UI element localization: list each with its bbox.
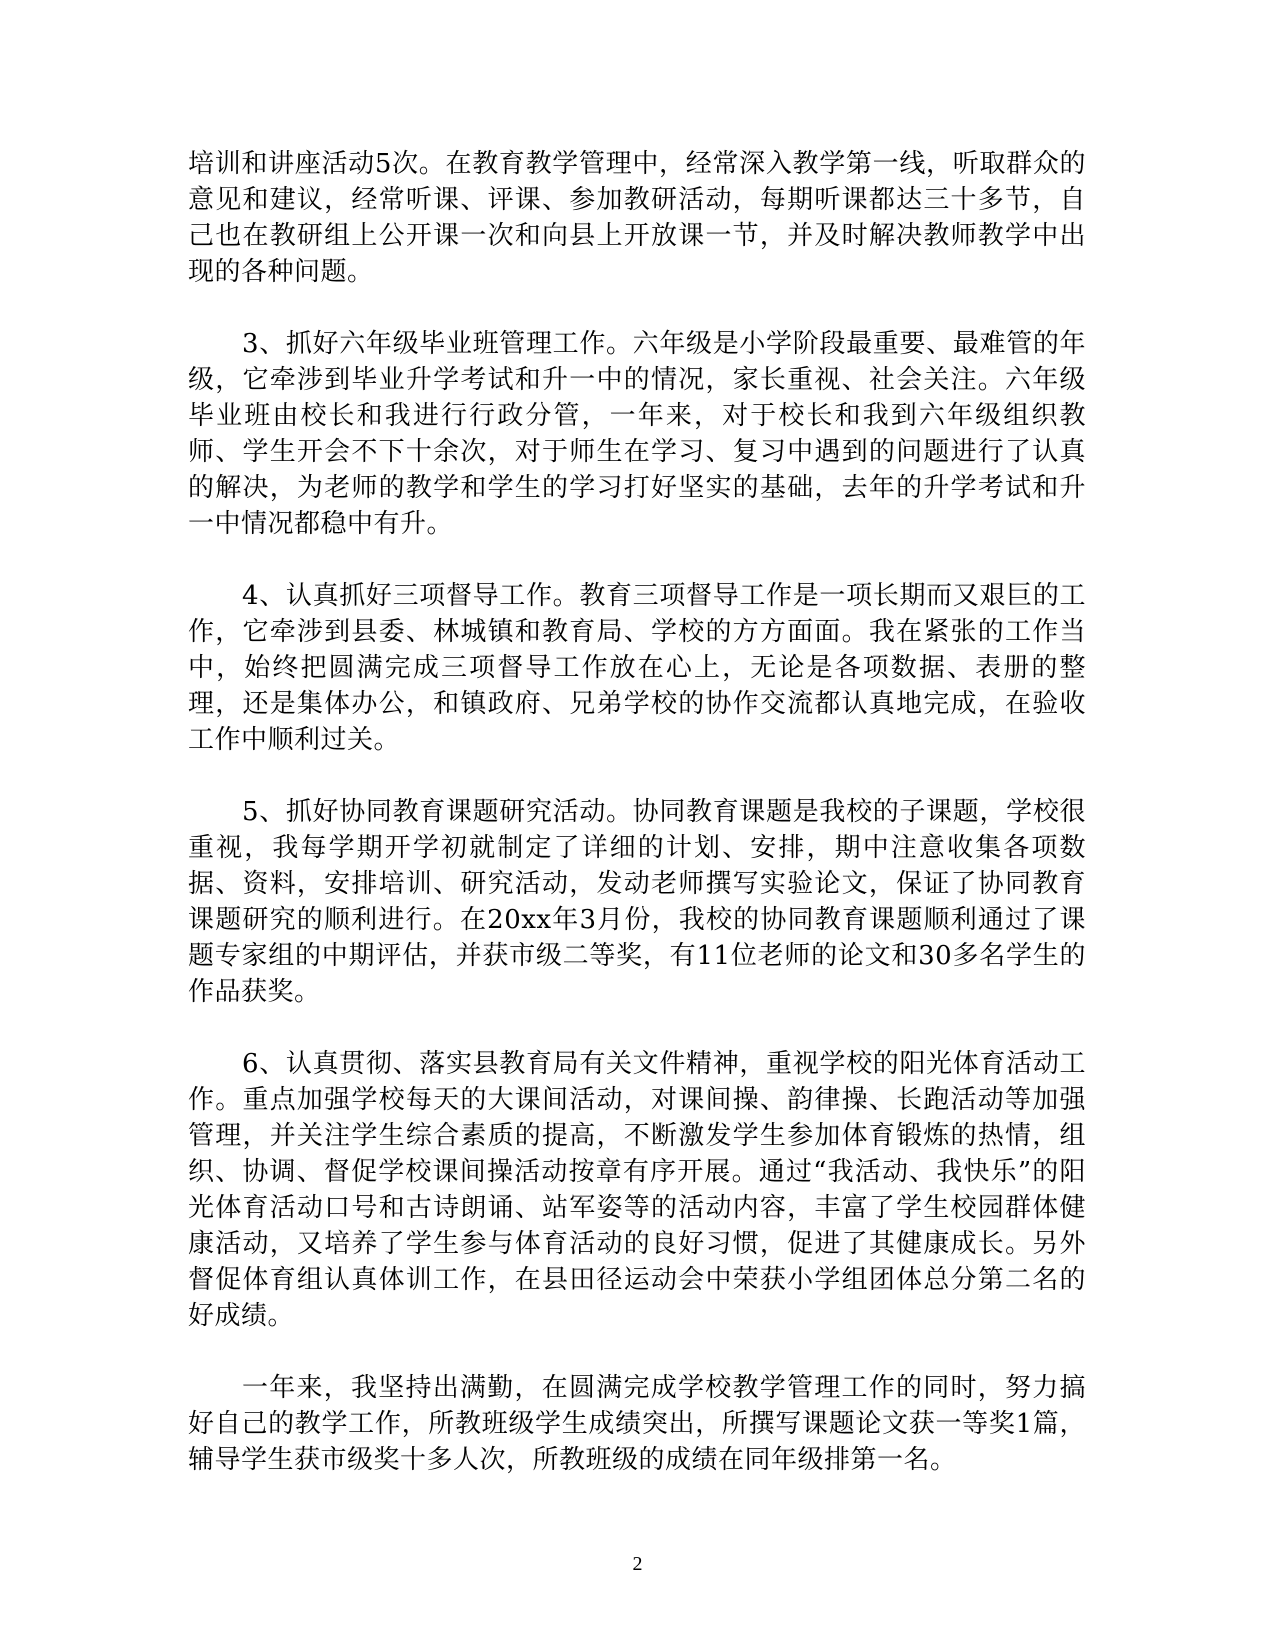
paragraph-supervision-work: 4、认真抓好三项督导工作。教育三项督导工作是一项长期而又艰巨的工作，它牵涉到县委、林城镇和教育局、学校的方方面面。我在紧张的工作当中，始终把圆满完成三项督导工作放在心上，无论是各项数据、表册的整理，还是集体办公，和镇政府、兄弟学校的协作交流都认真地完成，在验收工作中顺利过关。 [188, 581, 1086, 755]
paragraph-training-continuation: 培训和讲座活动5次。在教育教学管理中，经常深入教学第一线，听取群众的意见和建议，经常听课、评课、参加教研活动，每期听课都达三十多节，自己也在教研组上公开课一次和向县上开放课一节，并及时解决教师教学中出现的各种问题。 [188, 149, 1086, 287]
paragraph-graduating-class: 3、抓好六年级毕业班管理工作。六年级是小学阶段最重要、最难管的年级，它牵涉到毕业升学考试和升一中的情况，家长重视、社会关注。六年级毕业班由校长和我进行行政分管，一年来，对于校长和我到六年级组织教师、学生开会不下十余次，对于师生在学习、复习中遇到的问题进行了认真的解决，为老师的教学和学生的学习打好坚实的基础，去年的升学考试和升一中情况都稳中有升。 [188, 329, 1086, 539]
paragraph-year-summary: 一年来，我坚持出满勤，在圆满完成学校教学管理工作的同时，努力搞好自己的教学工作，所教班级学生成绩突出，所撰写课题论文获一等奖1篇，辅导学生获市级奖十多人次，所教班级的成绩在同年级排第一名。 [188, 1373, 1086, 1475]
paragraph-sunshine-sports: 6、认真贯彻、落实县教育局有关文件精神，重视学校的阳光体育活动工作。重点加强学校每天的大课间活动，对课间操、韵律操、长跑活动等加强管理，并关注学生综合素质的提高，不断激发学生参加体育锻炼的热情，组织、协调、督促学校课间操活动按章有序开展。通过“我活动、我快乐”的阳光体育活动口号和古诗朗诵、站军姿等的活动内容，丰富了学生校园群体健康活动，又培养了学生参与体育活动的良好习惯，促进了其健康成长。另外督促体育组认真体训工作，在县田径运动会中荣获小学组团体总分第二名的好成绩。 [188, 1049, 1086, 1331]
document-body [188, 146, 1086, 1514]
paragraph-collaborative-research: 5、抓好协同教育课题研究活动。协同教育课题是我校的子课题，学校很重视，我每学期开学初就制定了详细的计划、安排，期中注意收集各项数据、资料，安排培训、研究活动，发动老师撰写实验论文，保证了协同教育课题研究的顺利进行。在20xx年3月份，我校的协同教育课题顺利通过了课题专家组的中期评估，并获市级二等奖，有11位老师的论文和30多名学生的作品获奖。 [188, 797, 1086, 1007]
page-number: 2 [632, 1553, 643, 1575]
